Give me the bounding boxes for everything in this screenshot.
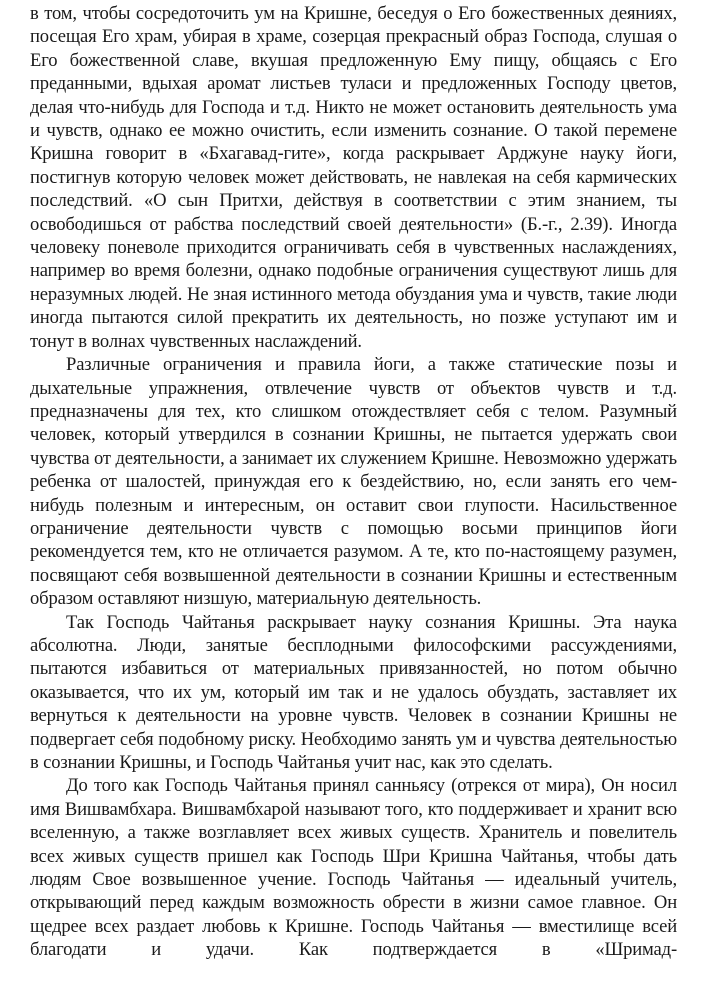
paragraph-3: Так Господь Чайтанья раскрывает науку сознания Кришны. Эта наука абсолютна. Люди, занятые бесплодными философскими рассуждениями, пытаются избавиться от материальных привязанностей, но потом обычно оказывается, что их ум, который им так и не удалось обуздать, заставляет их вернуться к деятельности на уровне чувств. Человек в сознании Кришны не подвергает себя подобному риску. Необходимо занять ум и чувства деятельностью в сознании Кришны, и Господь Чайтанья учит нас, как это сделать. (30, 611, 677, 773)
paragraph-2: Различные ограничения и правила йоги, а также статические позы и дыхательные упражнения, отвлечение чувств от объектов чувств и т.д. предназначены для тех, кто слишком отождествляет себя с телом. Разумный человек, который утвердился в сознании Кришны, не пытается удержать свои чувства от деятельности, а занимает их служением Кришне. Невозможно удержать ребенка от шалостей, принуждая его к бездействию, но, если занять его чем-нибудь полезным и интересным, он оставит свои глупости. Насильственное ограничение деятельности чувств с помощью восьми принципов йоги рекомендуется тем, кто не отличается разумом. А те, кто по-настоящему разумен, посвящают себя возвышенной деятельности в сознании Кришны и естественным образом оставляют низшую, материальную деятельность. (30, 354, 677, 610)
document-page (30, 2, 677, 962)
paragraph-1-continued: в том, чтобы сосредоточить ум на Кришне, беседуя о Его божественных деяниях, посещая Его храм, убирая в храме, созерцая прекрасный образ Господа, слушая о Его божественной славе, вкушая предложенную Ему пищу, общаясь с Его преданными, вдыхая аромат листьев туласи и предложенных Господу цветов, делая что-нибудь для Господа и т.д. Никто не может остановить деятельность ума и чувств, однако ее можно очистить, если изменить сознание. О такой перемене Кришна говорит в «Бхагавад-гите», когда раскрывает Арджуне науку йоги, постигнув которую человек может действовать, не навлекая на себя кармических последствий. «О сын Притхи, действуя в соответствии с этим знанием, ты освободишься от рабства последствий своей деятельности» (Б.-г., 2.39). Иногда человеку поневоле приходится ограничивать себя в чувственных наслаждениях, например во время болезни, однако подобные ограничения существуют лишь для неразумных людей. Не зная истинного метода обуздания ума и чувств, такие люди иногда пытаются силой прекратить их деятельность, но позже уступают им и тонут в волнах чувственных наслаждений. (30, 3, 677, 352)
paragraph-4: До того как Господь Чайтанья принял санньясу (отрекся от мира), Он носил имя Вишвамбхара. Вишвамбхарой называют того, кто поддерживает и хранит всю вселенную, а также возглавляет всех живых существ. Хранитель и повелитель всех живых существ пришел как Господь Шри Кришна Чайтанья, чтобы дать людям Свое возвышенное учение. Господь Чайтанья — идеальный учитель, открывающий перед каждым возможность обрести в жизни самое главное. Он щедрее всех раздает любовь к Кришне. Господь Чайтанья — вместилище всей благодати и удачи. Как подтверждается в «Шримад- (30, 775, 677, 961)
